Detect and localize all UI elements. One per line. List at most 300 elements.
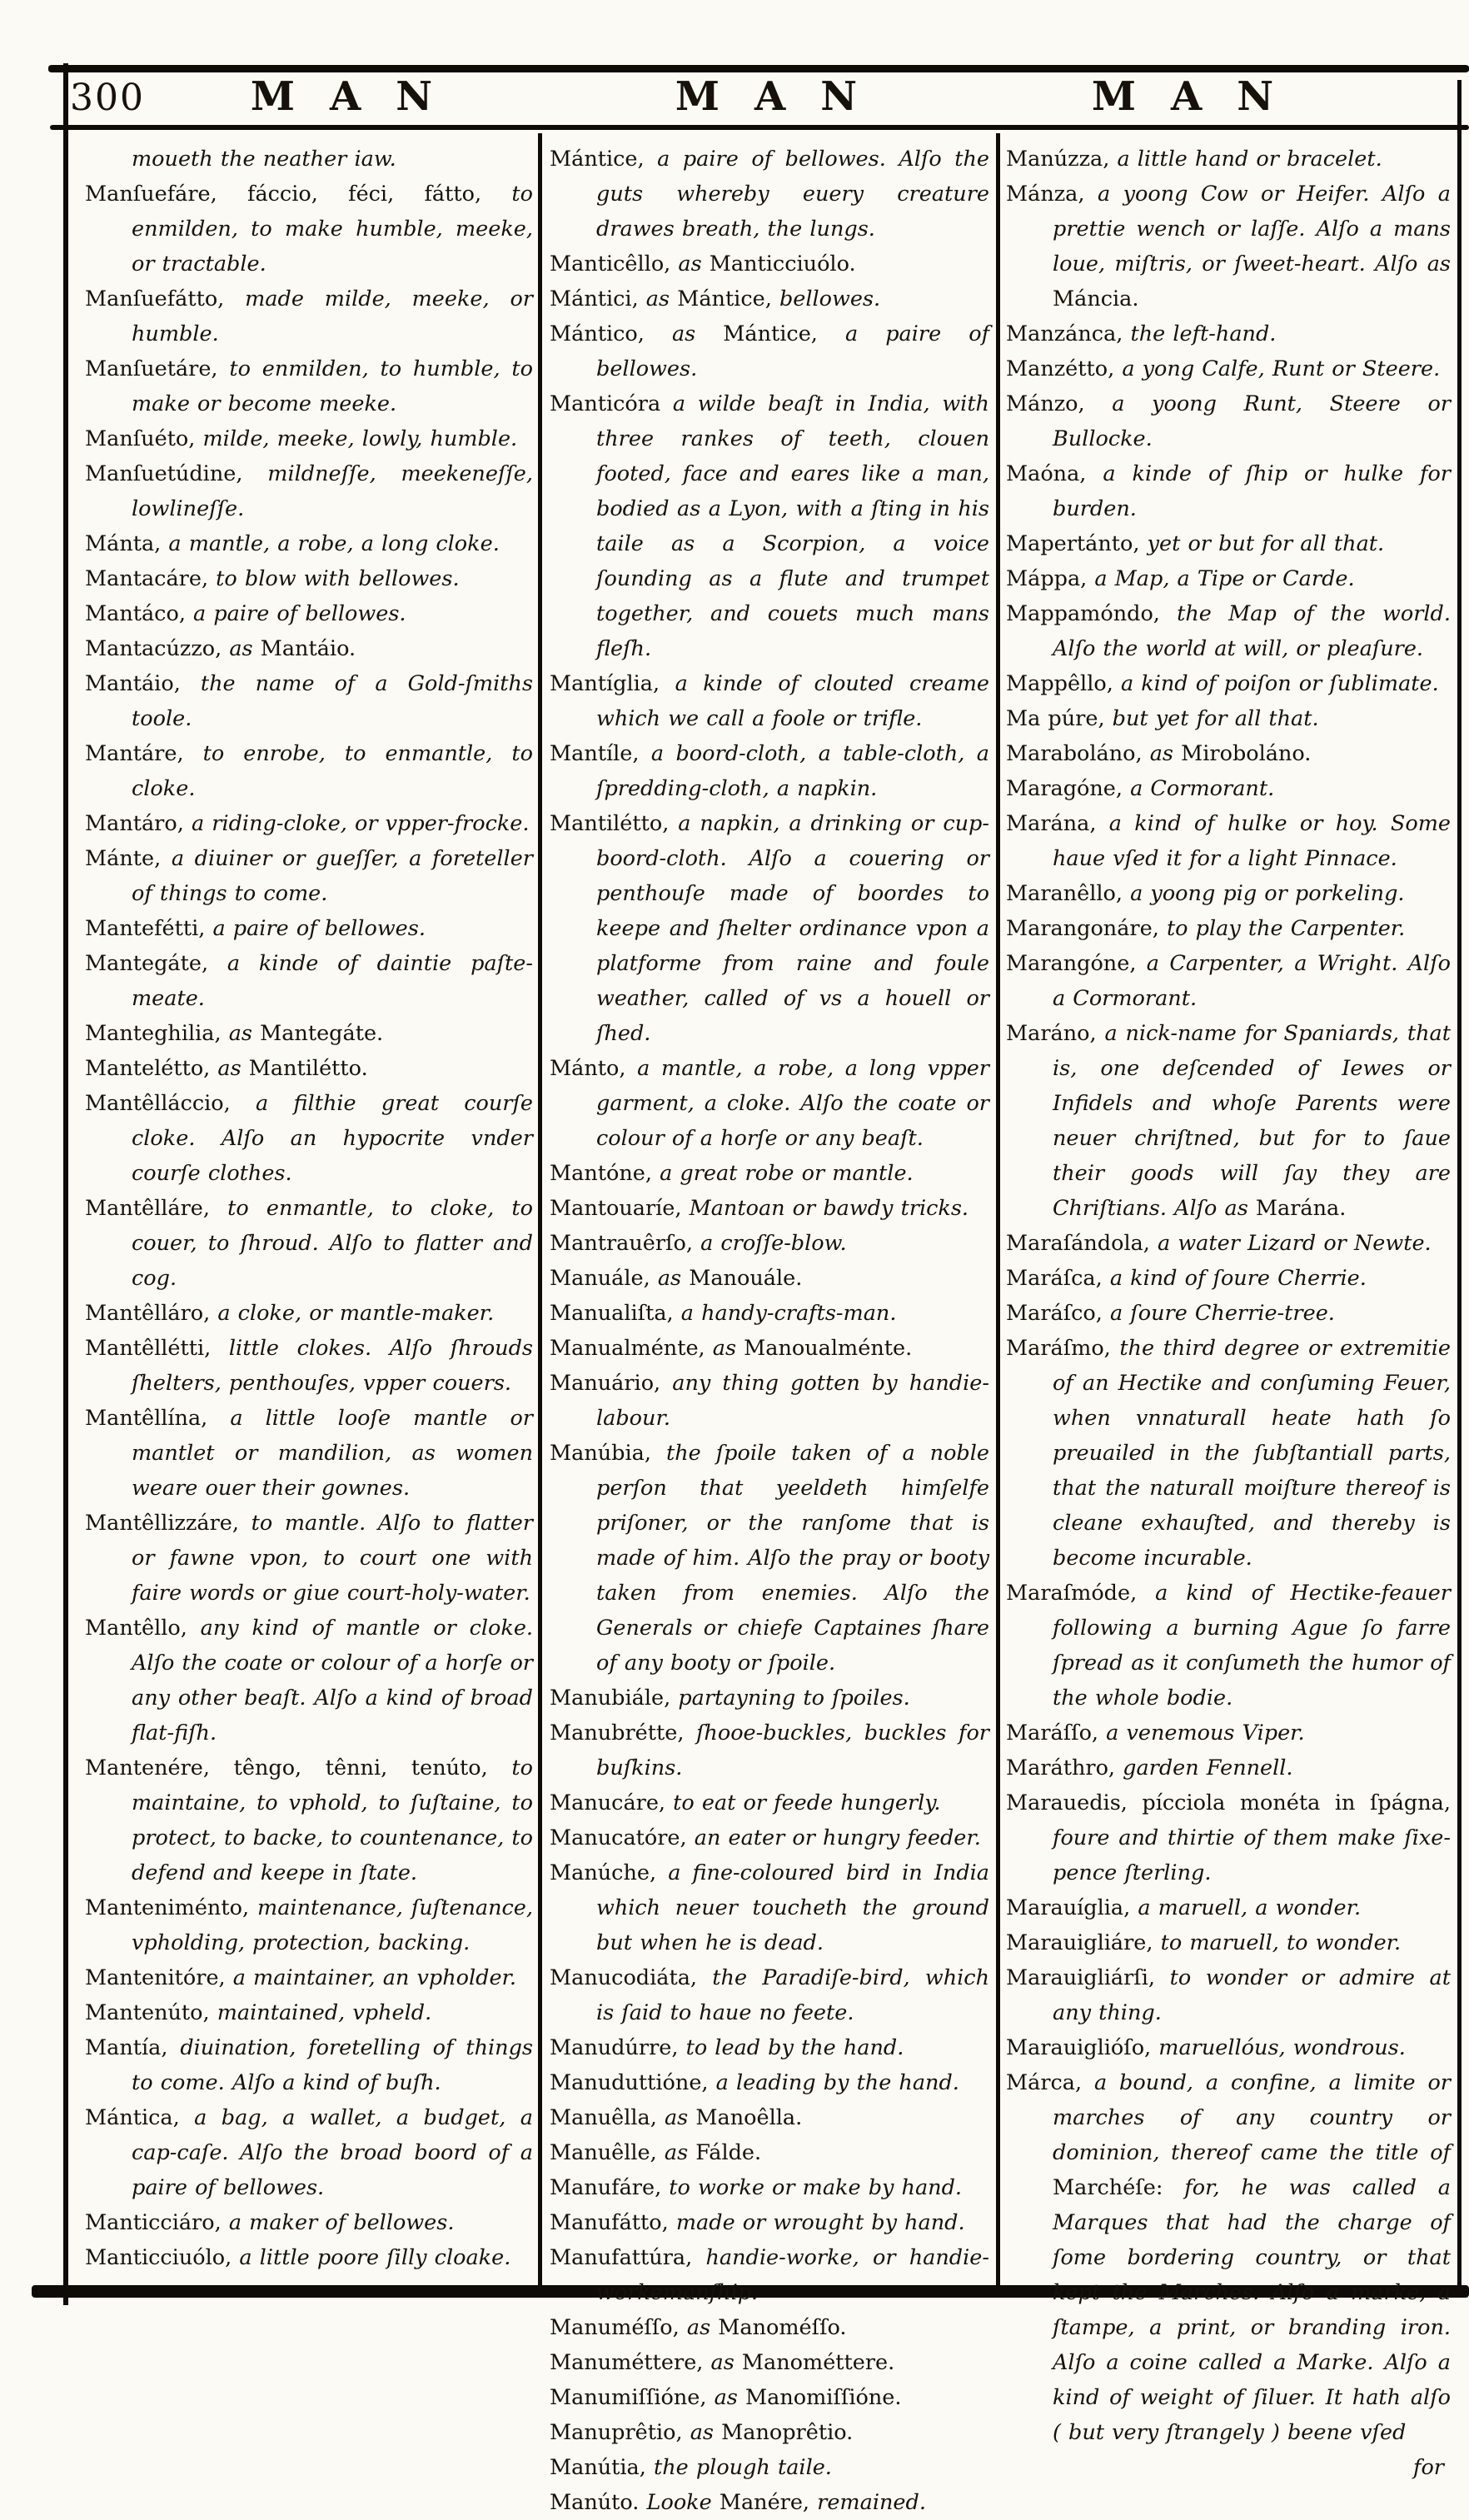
dictionary-entry [1006, 666, 1451, 701]
dictionary-entry [85, 1016, 533, 1051]
dictionary-entry [85, 806, 533, 841]
dictionary-entry [1006, 876, 1451, 911]
headword: Mantefétti, [85, 916, 213, 941]
dictionary-entry [550, 2485, 989, 2520]
definition-text: to eat or feede hungerly. [673, 1790, 941, 1815]
dictionary-entry [550, 1191, 989, 1226]
dictionary-entry [1006, 806, 1451, 876]
definition-text: a yoong pig or porkeling. [1130, 881, 1405, 906]
headword: Mantouaríe, [550, 1196, 690, 1221]
dictionary-entry [85, 841, 533, 911]
headword: Maráſco, [1006, 1301, 1110, 1326]
dictionary-entry [550, 247, 989, 281]
definition-text: Manticciuólo. [709, 252, 856, 276]
dictionary-entry [85, 2100, 533, 2205]
headword: Manuduttióne, [550, 2070, 716, 2095]
headword: Mantacúzzo, [85, 636, 230, 661]
definition-text: to enmilden, to humble, to make or become meeke. [132, 356, 533, 416]
definition-text: for [1413, 2455, 1444, 2480]
dictionary-entry [85, 561, 533, 596]
dictionary-entry [550, 666, 989, 736]
dictionary-entry [1006, 526, 1451, 561]
dictionary-entry [550, 1261, 989, 1296]
definition-text: made milde, meeke, or humble. [132, 286, 533, 346]
headword: Manubiále, [550, 1686, 679, 1711]
dictionary-entry [1006, 1016, 1451, 1226]
headword: Marauiglióſo, [1006, 2035, 1159, 2060]
definition-text: a bound, a confine, a limite or marches of any country or dominion, thereof came the title of [1053, 2070, 1451, 2165]
dictionary-entry [550, 2345, 989, 2380]
dictionary-entry [85, 2240, 533, 2275]
definition-text: as [1149, 741, 1182, 766]
headword: Manubrétte, [550, 1721, 696, 1746]
definition-text: as [671, 321, 724, 346]
definition-text: as [664, 2105, 696, 2130]
headword: Marauedis, pícciola monéta in ſpágna, [1006, 1790, 1451, 1815]
headword: Marauigliáre, [1006, 1930, 1161, 1955]
headword: Manticóra [550, 391, 673, 416]
definition-text: as [217, 1056, 249, 1081]
headword: Manudúrre, [550, 2035, 686, 2060]
headword: Manuário, [550, 1371, 673, 1396]
dictionary-entry [1006, 1960, 1451, 2030]
catchword [1006, 2450, 1451, 2485]
definition-text: to blow with bellowes. [216, 566, 460, 591]
definition-text: Mantoan or bawdy tricks. [689, 1196, 969, 1221]
definition-text: to enrobe, to enmantle, to cloke. [132, 741, 534, 801]
dictionary-entry [85, 1611, 533, 1751]
dictionary-entry [1006, 2030, 1451, 2065]
definition-text: Manére, [719, 2490, 818, 2515]
definition-text: any thing gotten by handie-labour. [596, 1371, 989, 1431]
definition-text: a great robe or mantle. [660, 1161, 914, 1186]
definition-text: a filthie great courſe cloke. Alſo an hypocrite vnder courſe clothes. [132, 1091, 533, 1186]
dictionary-entry [1006, 456, 1451, 526]
headword: Mantelétto, [85, 1056, 218, 1081]
definition-text: a cloke, or mantle-maker. [217, 1301, 495, 1326]
definition-text: Mántice, [677, 286, 779, 311]
dictionary-entry [550, 2240, 989, 2310]
dictionary-entry [1006, 701, 1451, 736]
definition-text: the third degree or extremitie of an Hectike and conſuming Feuer, when vnnaturall heate hath ſo preuailed in the ſubſtantiall parts, that the naturall moiſture thereof is cleane exhauſted, and thereby is become incurable. [1053, 1336, 1451, 1571]
left-border-rule [63, 63, 68, 2305]
headword: Manzétto, [1006, 356, 1123, 381]
right-border-rule [1457, 80, 1462, 2288]
dictionary-entry [1006, 736, 1451, 771]
dictionary-entry [550, 1855, 989, 1960]
headword: Mánzo, [1006, 391, 1113, 416]
headword: Mantíle, [550, 741, 651, 766]
dictionary-entry [85, 2205, 533, 2240]
definition-text: to worke or make by hand. [669, 2175, 963, 2200]
definition-text: a boord-cloth, a table-cloth, a ſpredding-cloth, a napkin. [596, 741, 989, 801]
dictionary-entry [550, 2100, 989, 2135]
headword: Maráno, [1006, 1021, 1105, 1046]
dictionary-entry [550, 386, 989, 666]
dictionary-entry [1006, 771, 1451, 806]
headword: Mantía, [85, 2035, 181, 2060]
definition-text: a paire of bellowes. Alſo the guts whereby euery creature drawes breath, the lungs. [596, 147, 989, 242]
headword: Mantenúto, [85, 2000, 217, 2025]
dictionary-entry [550, 2030, 989, 2065]
definition-text: the ſpoile taken of a noble perſon that yeeldeth himſelfe priſoner, or the ranſome that is made of him. Alſo the pray or booty taken from enemies. Alſo the Generals or chiefe Captaines ſhare of any booty or ſpoile. [596, 1441, 989, 1676]
headword: Manticciuólo, [85, 2245, 240, 2270]
definition-text: a kind of hulke or hoy. Some haue vſed it for a light Pinnace. [1053, 811, 1452, 871]
dictionary-entry [1006, 177, 1451, 316]
headword: Maranêllo, [1006, 881, 1131, 906]
definition-text: moueth the neather iaw. [132, 147, 396, 172]
dictionary-entry [1006, 351, 1451, 386]
running-head: MAN [250, 73, 468, 120]
headword: Mantilétto, [550, 811, 679, 836]
definition-text: yet or but for all that. [1147, 531, 1385, 556]
dictionary-entry [85, 456, 533, 526]
dictionary-entry [550, 2310, 989, 2345]
dictionary-entry [85, 946, 533, 1016]
headword: Mantenitóre, [85, 1965, 233, 1990]
definition-text: a paire of bellowes. [596, 321, 990, 381]
headword: Máppa, [1006, 566, 1095, 591]
dictionary-entry [550, 1716, 989, 1785]
headword: Manufátto, [550, 2210, 676, 2235]
dictionary-entry [550, 2415, 989, 2450]
dictionary-entry [550, 806, 989, 1051]
definition-text: Manoméſſo. [718, 2315, 847, 2340]
dictionary-entry [1006, 316, 1451, 351]
dictionary-entry [1006, 946, 1451, 1016]
headword: Mantêllína, [85, 1406, 231, 1431]
definition-text: Manouále. [689, 1266, 803, 1291]
definition-text: as [712, 1336, 744, 1361]
headword: Manualménte, [550, 1336, 713, 1361]
dictionary-entry [85, 1191, 533, 1296]
definition-text: a mantle, a robe, a long cloke. [168, 531, 500, 556]
headword: Mantêllo, [85, 1616, 201, 1641]
headword: Manufáre, [550, 2175, 670, 2200]
definition-text: Manoualménte. [744, 1336, 913, 1361]
definition-text: a little poore ſilly cloake. [239, 2245, 511, 2270]
dictionary-entry [85, 736, 533, 806]
definition-text: for, he was called a Marques that had the charge of ſome bordering country, or that kept the Marches. Alſo a marke, a ſtampe, a print, or branding iron. Alſo a coine called a Marke. Alſo a kind of weight of ſiluer. It hath alſo ( but very ſtrangely ) beene vſed [1053, 2175, 1452, 2445]
definition-text: as [664, 2140, 696, 2165]
definition-text: to lead by the hand. [685, 2035, 904, 2060]
headword: Mappamóndo, [1006, 601, 1178, 626]
dictionary-entry [1006, 1576, 1451, 1716]
definition-text: ſhooe-buckles, buckles for buſkins. [596, 1721, 990, 1780]
dictionary-entry [550, 2065, 989, 2100]
definition-text: partayning to ſpoiles. [678, 1686, 910, 1711]
definition-text: as [229, 636, 261, 661]
dictionary-entry [550, 1296, 989, 1331]
dictionary-entry [1006, 1785, 1451, 1890]
dictionary-entry [85, 142, 533, 177]
definition-text: the Map of the world. Alſo the world at will, or pleaſure. [1053, 601, 1451, 661]
top-border-rule [48, 65, 1469, 72]
definition-text: a ſoure Cherrie-tree. [1110, 1301, 1335, 1326]
definition-text: a kind of poiſon or ſublimate. [1120, 671, 1439, 696]
headword: Manútia, [550, 2455, 654, 2480]
headword: Manſuetúdine, [85, 461, 268, 486]
headword: Manſuetáre, [85, 356, 230, 381]
column-3 [1006, 142, 1451, 2485]
definition-text: to mantle. Alſo to flatter or fawne vpon, to court one with faire words or giue court-holy-water. [132, 1511, 533, 1606]
dictionary-entry [550, 1226, 989, 1261]
definition-text: to maruell, to wonder. [1160, 1930, 1402, 1955]
headword: Maráſſo, [1006, 1721, 1107, 1746]
column-2 [550, 142, 989, 2520]
headword: Manuméttere, [550, 2350, 711, 2375]
headword: Mánto, [550, 1056, 638, 1081]
definition-text: to maintaine, to vphold, to ſuſtaine, to protect, to backe, to countenance, to defend and keepe in ſtate. [132, 1756, 533, 1885]
definition-text: a Cormorant. [1130, 776, 1275, 801]
headword: Manúzza, [1006, 147, 1118, 172]
dictionary-entry [85, 1506, 533, 1611]
definition-text: a little hand or bracelet. [1117, 147, 1382, 172]
definition-text: a paire of bellowes. [212, 916, 426, 941]
headword: Maragóne, [1006, 776, 1131, 801]
definition-text: a maruell, a wonder. [1138, 1895, 1362, 1920]
definition-text: as [686, 2315, 719, 2340]
dictionary-entry [550, 1366, 989, 1436]
headword: Mántice, [550, 147, 658, 172]
headword: Manúto. [550, 2490, 647, 2515]
headword: Manumiſſióne, [550, 2385, 715, 2410]
dictionary-entry [550, 1820, 989, 1855]
headword: Manticêllo, [550, 252, 679, 276]
definition-text: a riding-cloke, or vpper-frocke. [191, 811, 530, 836]
column-separator-rule [538, 133, 542, 2287]
headword: Manucodiáta, [550, 1965, 713, 1990]
definition-text: a kinde of clouted creame which we call a foole or trifle. [596, 671, 989, 731]
definition-text: a kind of ſoure Cherrie. [1109, 1266, 1367, 1291]
definition-text: as [645, 286, 678, 311]
definition-text: the name of a Gold-ſmiths toole. [132, 671, 533, 731]
dictionary-entry [85, 596, 533, 631]
definition-text: maintenance, ſuſtenance, vpholding, protection, backing. [132, 1895, 533, 1955]
definition-text: foure and thirtie of them make ſixe-pence ſterling. [1053, 1825, 1451, 1885]
dictionary-entry [1006, 1925, 1451, 1960]
definition-text: a fine-coloured bird in India which neuer toucheth the ground but when he is dead. [596, 1860, 989, 1955]
headword: Maráſmo, [1006, 1336, 1120, 1361]
running-head: MAN [675, 73, 893, 120]
definition-text: Mantegáte. [260, 1021, 384, 1046]
dictionary-entry [1006, 1296, 1451, 1331]
dictionary-entry [85, 421, 533, 456]
dictionary-entry [550, 1051, 989, 1156]
headword: Mantíglia, [550, 671, 675, 696]
header-bottom-rule [50, 125, 1469, 130]
headword: Mántici, [550, 286, 646, 311]
definition-text: as [228, 1021, 261, 1046]
headword: Mantêllizzáre, [85, 1511, 251, 1536]
headword: Mántica, [85, 2105, 195, 2130]
definition-text: as [710, 2350, 742, 2375]
headword: Manteghilia, [85, 1021, 229, 1046]
dictionary-entry [85, 177, 533, 281]
headword: Manticciáro, [85, 2210, 229, 2235]
definition-text: Máncia. [1053, 286, 1139, 311]
dictionary-entry [85, 1331, 533, 1401]
headword: Maraſmóde, [1006, 1581, 1156, 1606]
dictionary-entry [550, 1436, 989, 1681]
definition-text: as [657, 1266, 690, 1291]
definition-text: a maker of bellowes. [228, 2210, 455, 2235]
dictionary-entry [1006, 1261, 1451, 1296]
definition-text: Mantáio. [260, 636, 356, 661]
dictionary-entry [1006, 142, 1451, 177]
dictionary-entry [550, 1681, 989, 1716]
headword: Mantegáte, [85, 951, 227, 976]
page-number: 300 [70, 77, 145, 119]
definition-text: to enmilden, to make humble, meeke, or tractable. [132, 182, 533, 276]
dictionary-entry [1006, 1331, 1451, 1576]
headword: Manſuefáre, fáccio, féci, fátto, [85, 182, 512, 207]
definition-text: a napkin, a drinking or cup-boord-cloth. Alſo a couering or penthouſe made of boordes to keepe and ſhelter ordinance vpon a platforme from raine and foule weather, called of vs a houell or ſhed. [596, 811, 989, 1046]
dictionary-entry [85, 1890, 533, 1960]
definition-text: a paire of bellowes. [193, 601, 406, 626]
dictionary-entry [85, 911, 533, 946]
headword: Manufattúra, [550, 2245, 706, 2270]
headword: Mappêllo, [1006, 671, 1121, 696]
definition-text: the left-hand. [1130, 321, 1277, 346]
definition-text: to play the Carpenter. [1166, 916, 1406, 941]
column-separator-rule [996, 133, 1000, 2287]
definition-text: a yong Calfe, Runt or Steere. [1122, 356, 1441, 381]
headword: Maráthro, [1006, 1756, 1123, 1780]
definition-text: Manométtere. [741, 2350, 895, 2375]
definition-text: a wilde beaſt in India, with three rankes of teeth, clouen footed, face and eares like a man, bodied as a Lyon, with a ſting in his taile as a Scorpion, a voice ſounding as a flute and trumpet together, and couets much mans fleſh. [596, 391, 989, 661]
definition-text: made or wrought by hand. [675, 2210, 965, 2235]
dictionary-entry [550, 1785, 989, 1820]
definition-text: the Paradiſe-bird, which is ſaid to haue no feete. [596, 1965, 990, 2025]
definition-text: garden Fennell. [1123, 1756, 1293, 1780]
dictionary-entry [550, 736, 989, 806]
dictionary-entry [550, 2205, 989, 2240]
definition-text: remained. [817, 2490, 926, 2515]
definition-text: Miroboláno. [1181, 741, 1312, 766]
dictionary-entry [85, 1995, 533, 2030]
headword: Manuêlla, [550, 2105, 665, 2130]
definition-text: a bag, a wallet, a budget, a cap-caſe. Alſo the broad boord of a paire of bellowes. [132, 2105, 533, 2200]
definition-text: handie-worke, or handie-workemanſhip. [596, 2245, 989, 2305]
column-1 [85, 142, 533, 2275]
headword: Manſuefátto, [85, 286, 246, 311]
definition-text: diuination, foretelling of things to come. Alſo a kind of buſh. [132, 2035, 533, 2095]
headword: Manuêlle, [550, 2140, 665, 2165]
definition-text: Mantilétto. [248, 1056, 368, 1081]
definition-text: but yet for all that. [1112, 706, 1319, 731]
definition-text: mildneſſe, meekeneſſe, lowlineſſe. [132, 461, 533, 521]
headword: Marauigliárſi, [1006, 1965, 1170, 1990]
dictionary-entry [1006, 1751, 1451, 1785]
headword: Mapertánto, [1006, 531, 1148, 556]
definition-text: a yoong Cow or Heifer. Alſo a prettie wench or laſſe. Alſo a mans loue, miſtris, or ſweet-heart. Alſo as [1053, 182, 1451, 276]
definition-text: Marchéſe: [1053, 2175, 1185, 2200]
definition-text: to enmantle, to cloke, to couer, to ſhroud. Alſo to flatter and cog. [132, 1196, 533, 1291]
dictionary-entry [1006, 386, 1451, 456]
headword: Mantáco, [85, 601, 194, 626]
headword: Maóna, [1006, 461, 1103, 486]
definition-text: Manomiſſióne. [745, 2385, 902, 2410]
headword: Mantêlláre, [85, 1196, 228, 1221]
dictionary-entry [550, 2450, 989, 2485]
headword: Mantáio, [85, 671, 201, 696]
headword: Mantêlláccio, [85, 1091, 256, 1116]
headword: Manualiſta, [550, 1301, 681, 1326]
headword: Marangonáre, [1006, 916, 1167, 941]
definition-text: Looke [646, 2490, 720, 2515]
headword: Maraſándola, [1006, 1231, 1158, 1256]
definition-text: a yoong Runt, Steere or Bullocke. [1053, 391, 1451, 451]
definition-text: a Map, a Tipe or Carde. [1094, 566, 1355, 591]
headword: Mantenére, têngo, tênni, tenúto, [85, 1756, 512, 1780]
headword: Marangóne, [1006, 951, 1147, 976]
dictionary-entry [85, 666, 533, 736]
dictionary-entry [85, 631, 533, 666]
headword: Manucáre, [550, 1790, 674, 1815]
headword: Marauíglia, [1006, 1895, 1138, 1920]
dictionary-entry [1006, 911, 1451, 946]
headword: Mánza, [1006, 182, 1098, 207]
definition-text: as [678, 252, 710, 276]
headword: Mánte, [85, 846, 172, 871]
definition-text: maintained, vpheld. [217, 2000, 432, 2025]
definition-text: a mantle, a robe, a long vpper garment, a cloke. Alſo the coate or colour of a horſe or any beaſt. [596, 1056, 989, 1151]
definition-text: a venemous Viper. [1106, 1721, 1305, 1746]
headword: Manuále, [550, 1266, 658, 1291]
headword: Mantrauêrſo, [550, 1231, 701, 1256]
dictionary-entry [550, 142, 989, 247]
definition-text: a kind of Hectike-feauer following a burning Ague ſo farre ſpread as it conſumeth the humor of the whole bodie. [1053, 1581, 1451, 1711]
definition-text: a Carpenter, a Wright. Alſo a Cormorant. [1053, 951, 1452, 1011]
headword: Manſuéto, [85, 426, 203, 451]
headword: Manzánca, [1006, 321, 1131, 346]
definition-text: Fálde. [695, 2140, 762, 2165]
dictionary-entry [550, 281, 989, 316]
definition-text: Marána. [1255, 1196, 1347, 1221]
headword: Maráſca, [1006, 1266, 1110, 1291]
headword: Ma púre, [1006, 706, 1113, 731]
definition-text: any kind of mantle or cloke. Alſo the coate or colour of a horſe or any other beaſt. Alſo a kind of broad flat-fiſh. [132, 1616, 534, 1746]
definition-text: bellowes. [779, 286, 881, 311]
definition-text: a leading by the hand. [715, 2070, 959, 2095]
dictionary-entry [1006, 2065, 1451, 2450]
dictionary-entry [550, 2170, 989, 2205]
headword: Manuprêtio, [550, 2420, 690, 2445]
headword: Mánta, [85, 531, 169, 556]
dictionary-entry [1006, 1716, 1451, 1751]
dictionary-entry [85, 281, 533, 351]
definition-text: a nick-name for Spaniards, that is, one deſcended of Iewes or Infidels and whoſe Parents were neuer chriſtned, but for to ſaue their goods will ſay they are Chriſtians. Alſo as [1053, 1021, 1451, 1221]
dictionary-entry [550, 2135, 989, 2170]
headword: Mantáro, [85, 811, 192, 836]
definition-text: a handy-crafts-man. [680, 1301, 897, 1326]
definition-text: a diuiner or gueſſer, a foreteller of things to come. [132, 846, 533, 906]
definition-text: milde, meeke, lowly, humble. [202, 426, 518, 451]
dictionary-entry [85, 1051, 533, 1086]
definition-text: a croſſe-blow. [700, 1231, 847, 1256]
headword: Manucatóre, [550, 1825, 695, 1850]
definition-text: Manoprêtio. [721, 2420, 854, 2445]
headword: Maraboláno, [1006, 741, 1150, 766]
definition-text: little clokes. Alſo ſhrouds ſhelters, penthouſes, vpper couers. [132, 1336, 533, 1396]
definition-text: as [714, 2385, 746, 2410]
headword: Manteniménto, [85, 1895, 258, 1920]
headword: Mantacáre, [85, 566, 217, 591]
headword: Mantêllétti, [85, 1336, 229, 1361]
dictionary-entry [550, 316, 989, 386]
headword: Marána, [1006, 811, 1109, 836]
